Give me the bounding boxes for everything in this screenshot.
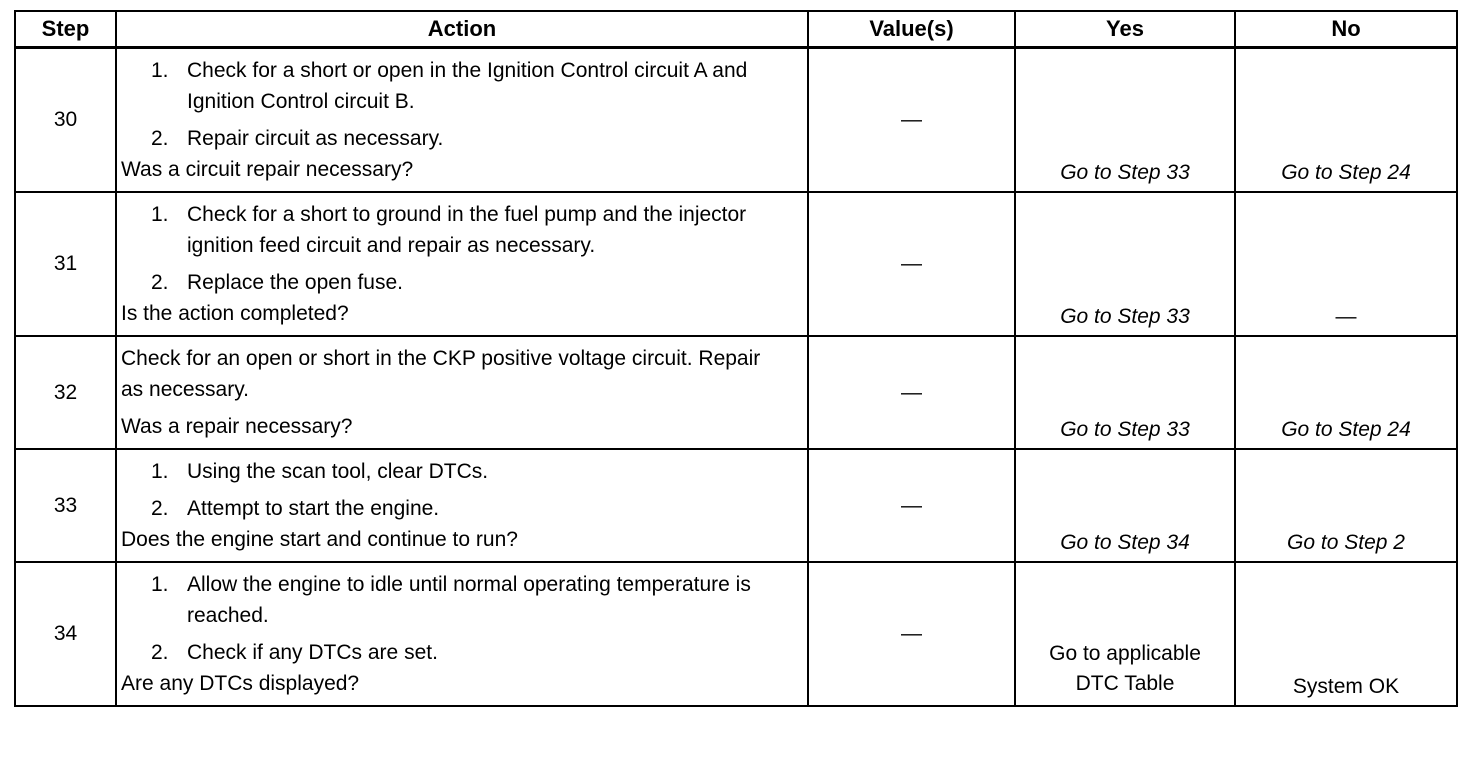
item-number: 1. [151,573,169,596]
no-result: Go to Step 24 [1235,48,1457,193]
value-cell: — [808,562,1015,706]
item-text: Repair circuit as necessary. [187,127,444,150]
action-list-item [121,456,803,487]
action-list-item [121,267,803,298]
step-number: 30 [15,48,116,193]
item-text: Allow the engine to idle until normal operating temperature is reached. [187,573,751,627]
no-result: — [1235,192,1457,336]
action-list-item [121,55,803,117]
item-number: 1. [151,460,169,483]
yes-column-header: Yes [1015,11,1235,48]
value-cell: — [808,449,1015,562]
item-text: Replace the open fuse. [187,271,403,294]
action-question: Are any DTCs displayed? [121,672,360,695]
yes-result: Go to Step 34 [1015,449,1235,562]
action-question: Was a repair necessary? [121,415,353,438]
no-result: Go to Step 2 [1235,449,1457,562]
action-list-item [121,123,803,154]
item-number: 2. [151,271,169,294]
action-question: Does the engine start and continue to run? [121,528,518,551]
value-cell: — [808,336,1015,449]
table-row [15,336,1457,449]
header-row [15,11,1457,48]
yes-result: Go to Step 33 [1015,336,1235,449]
action-cell [116,562,808,706]
table-row [15,48,1457,193]
item-text: Check for a short to ground in the fuel pump and the injector ignition feed circuit and repair as necessary. [187,203,747,257]
table-row [15,449,1457,562]
action-list-item [121,199,803,261]
action-cell [116,449,808,562]
item-text: Using the scan tool, clear DTCs. [187,460,489,483]
step-number: 34 [15,562,116,706]
item-number: 1. [151,203,169,226]
action-list-item [121,493,803,524]
action-question: Is the action completed? [121,302,349,325]
item-number: 2. [151,127,169,150]
item-text: Attempt to start the engine. [187,497,440,520]
yes-result: Go to applicable DTC Table [1015,562,1235,706]
action-column-header: Action [116,11,808,48]
table-row [15,192,1457,336]
item-text: Check for a short or open in the Ignition Control circuit A and Ignition Control circuit B. [187,59,748,113]
yes-result: Go to Step 33 [1015,192,1235,336]
action-cell [116,192,808,336]
no-column-header: No [1235,11,1457,48]
values-column-header: Value(s) [808,11,1015,48]
table-row [15,562,1457,706]
value-cell: — [808,192,1015,336]
item-number: 2. [151,641,169,664]
action-cell [116,336,808,449]
yes-result: Go to Step 33 [1015,48,1235,193]
action-list-item [121,637,803,668]
step-number: 32 [15,336,116,449]
action-question: Was a circuit repair necessary? [121,158,414,181]
action-cell [116,48,808,193]
value-cell: — [808,48,1015,193]
no-result: System OK [1235,562,1457,706]
step-number: 33 [15,449,116,562]
action-list-item [121,569,803,631]
diagnostic-table [14,10,1458,707]
step-column-header: Step [15,11,116,48]
item-number: 2. [151,497,169,520]
item-number: 1. [151,59,169,82]
item-text: Check if any DTCs are set. [187,641,438,664]
step-number: 31 [15,192,116,336]
no-result: Go to Step 24 [1235,336,1457,449]
action-text: Check for an open or short in the CKP positive voltage circuit. Repair as necessary. [121,347,761,401]
